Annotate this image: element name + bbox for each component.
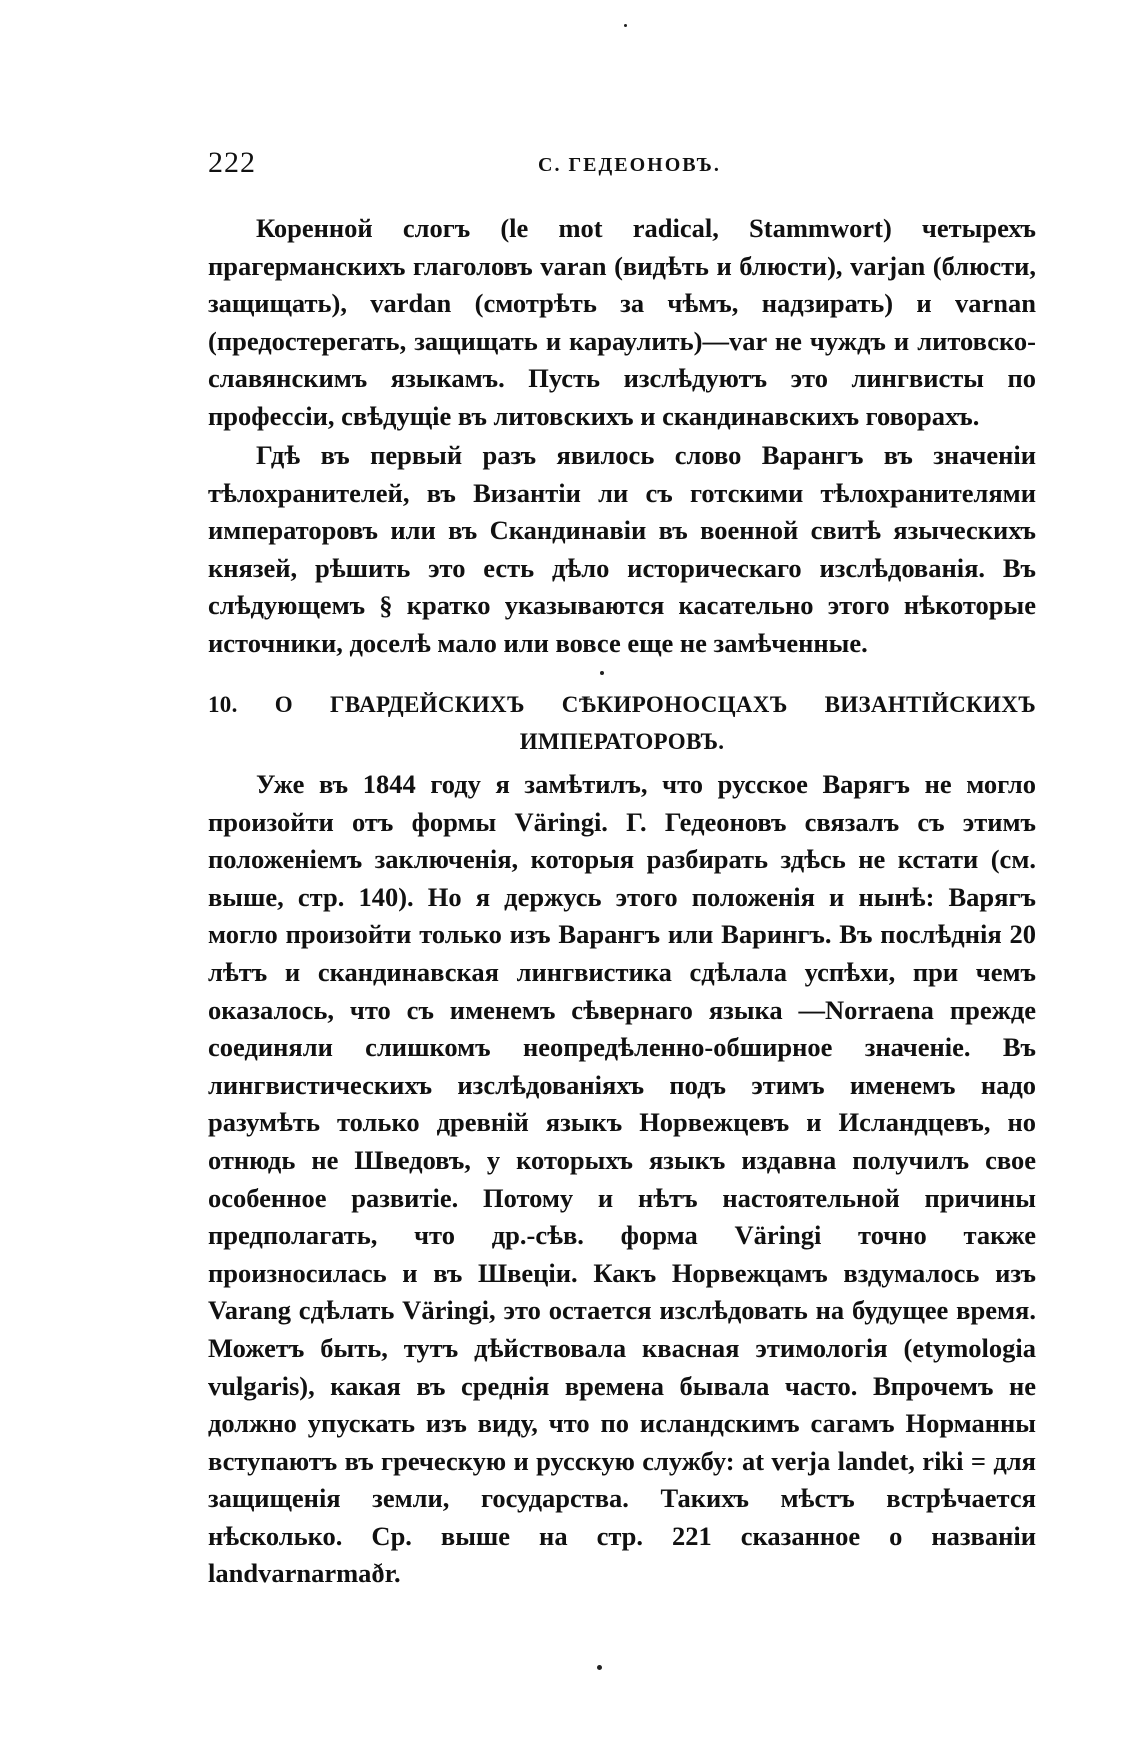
section-paragraph: Уже въ 1844 году я замѣтилъ, что русское Варягъ не могло произойти отъ формы Väringi. Г. Гедеоновъ связалъ съ этимъ положеніемъ заключенія, которыя разбирать здѣсь не кстати (см. выше, стр. 140). Но я держусь этого положенія и нынѣ: Варягъ могло произойти только изъ Варангъ или Варингъ. Въ послѣднія 20 лѣтъ и скандинавская лингвистика сдѣлала успѣхи, при чемъ оказалось, что съ именемъ сѣвернаго языка —Norraena прежде соединяли слишкомъ неопредѣленно-обширное значеніе. Въ лингвистическихъ изслѣдованіяхъ подъ этимъ именемъ надо разумѣть только древній языкъ Норвежцевъ и Исландцевъ, но отнюдь не Шведовъ, у которыхъ языкъ издавна получилъ свое особенное развитіе. Потому и нѣтъ настоятельной причины предполагать, что др.-сѣв. форма Väringi точно также произносилась и въ Швеціи. Какъ Норвежцамъ вздумалось изъ Varang сдѣлать Väringi, это остается изслѣдовать на будущее время. Можетъ быть, тутъ дѣйствовала квасная этимологія (etymologia vulgaris), какая въ среднія времена бывала часто. Впрочемъ не должно упускать изъ виду, что по исландскимъ сагамъ Норманны вступаютъ въ греческую и русскую службу: at verja landet, riki = для защищенія земли, государства. Такихъ мѣстъ встрѣчается нѣсколько. Ср. выше на стр. 221 сказанное о названіи landvarnarmaðr. — [208, 769, 1036, 1589]
print-speck — [597, 1665, 602, 1670]
paragraph-2: Гдѣ въ первый разъ явилось слово Варангъ въ значеніи тѣлохранителей, въ Византіи ли съ готскими тѣлохранителями императоровъ или въ Скандинавіи въ военной свитѣ языческихъ князей, рѣшить это есть дѣло историческаго изслѣдованія. Въ слѣдующемъ § кратко указываются касательно этого нѣкоторые источники, доселѣ мало или вовсе еще не замѣченные. — [208, 440, 1036, 658]
page-header — [208, 146, 1038, 186]
running-head: С. ГЕДЕОНОВЪ. — [538, 154, 721, 176]
print-speck — [624, 24, 627, 27]
page-number: 222 — [208, 146, 256, 179]
print-speck — [600, 671, 604, 675]
paragraph-1: Коренной слогъ (le mot radical, Stammwort) четырехъ прагерманскихъ глаголовъ varan (видѣть и блюсти), varjan (блюсти, защищать), vardan (смотрѣть за чѣмъ, надзирать) и varnan (предостерегать, защищать и караулить)—var не чуждъ и литовско-славянскимъ языкамъ. Пусть изслѣдуютъ это лингвисты по профессіи, свѣдущіе въ литовскихъ и скандинавскихъ говорахъ. — [208, 213, 1036, 431]
section-heading: 10. О ГВАРДЕЙСКИХЪ СѢКИРОНОСЦАХЪ ВИЗАНТІЙСКИХЪ ИМПЕРАТОРОВЪ. — [208, 692, 1036, 754]
